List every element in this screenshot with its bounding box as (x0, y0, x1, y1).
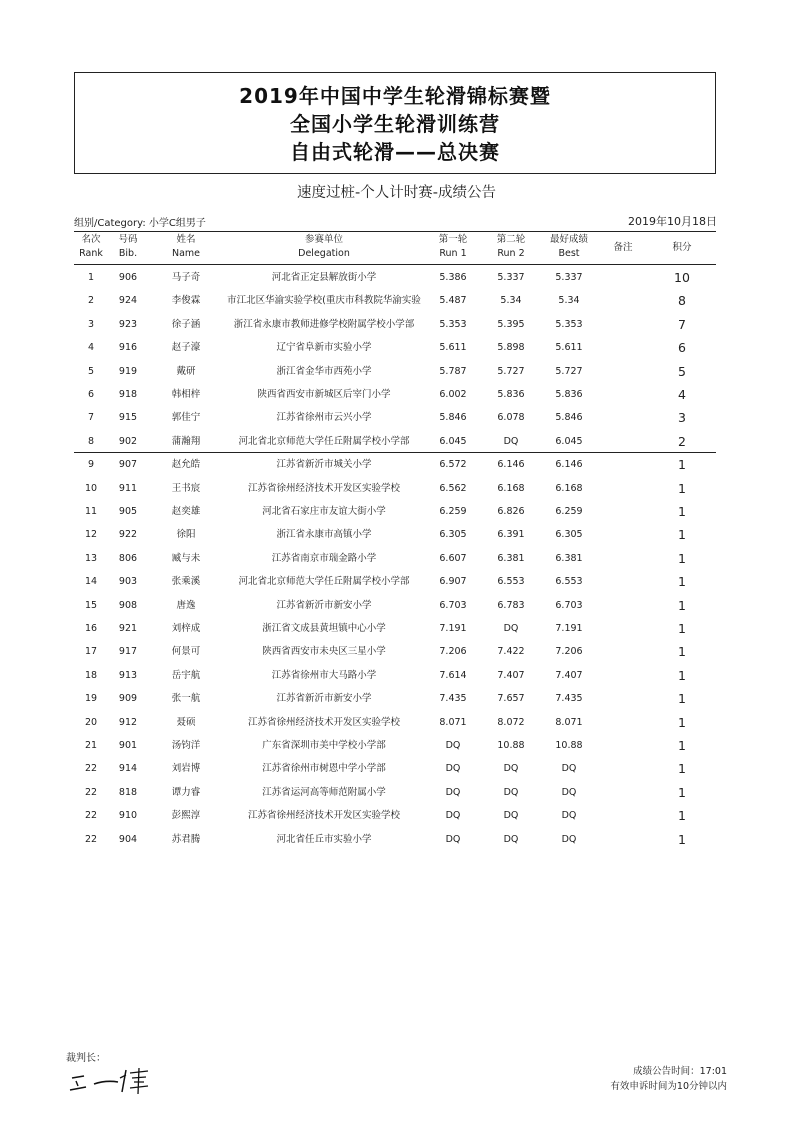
cell-rank: 2 (87, 295, 95, 307)
cell-run2: 5.836 (497, 389, 525, 400)
cell-name: 何景可 (171, 646, 201, 658)
table-row (74, 289, 716, 312)
table-row (74, 570, 716, 593)
cell-run2: 5.395 (497, 318, 525, 330)
title-line-3: 自由式轮滑——总决赛 (290, 140, 500, 164)
cell-name: 赵奕雄 (171, 506, 201, 517)
cell-delegation: 江苏省徐州经济技术开发区实验学校 (247, 716, 400, 728)
cell-points: 2 (678, 433, 686, 449)
cell-run2: 8.072 (497, 716, 525, 728)
cell-bib: 919 (118, 365, 138, 377)
cell-points: 4 (678, 387, 686, 402)
cell-run1: 7.435 (439, 693, 467, 705)
cell-points: 1 (678, 831, 686, 847)
cell-name: 王书宸 (171, 482, 201, 494)
cell-delegation: 河北省正定县解放街小学 (271, 272, 377, 283)
cell-delegation: 江苏省徐州市树恩中学小学部 (262, 763, 386, 775)
cell-name: 张一航 (171, 693, 201, 705)
cell-points: 1 (678, 714, 686, 730)
cell-run2: 5.34 (500, 295, 522, 307)
cell-best: 6.381 (555, 552, 583, 564)
cell-run1: 5.787 (439, 365, 467, 377)
cell-name: 蒲瀚翔 (171, 435, 201, 447)
cell-run2: DQ (503, 833, 519, 845)
cell-name: 韩相梓 (171, 389, 201, 400)
table-row (74, 430, 716, 453)
cell-delegation: 陕西省西安市未央区三星小学 (262, 646, 386, 658)
cell-delegation: 江苏省徐州市大马路小学 (271, 669, 377, 681)
header-top-rule (74, 231, 716, 232)
cell-rank: 16 (84, 623, 98, 634)
cell-run2: 6.078 (497, 412, 525, 424)
cell-run1: DQ (445, 740, 461, 751)
cell-bib: 903 (118, 576, 138, 588)
cell-rank: 22 (84, 810, 98, 822)
cell-run1: 6.907 (439, 576, 467, 588)
cell-bib: 911 (118, 482, 138, 494)
cell-bib: 924 (118, 295, 138, 307)
cell-delegation: 江苏省徐州经济技术开发区实验学校 (247, 482, 400, 494)
table-row (74, 734, 716, 757)
cell-best: 6.146 (555, 459, 583, 471)
cell-run1: 6.703 (439, 599, 467, 611)
cell-best: 7.435 (555, 693, 583, 705)
cell-delegation: 河北省任丘市实验小学 (276, 833, 372, 845)
cell-run1: 8.071 (439, 716, 467, 728)
cell-bib: 905 (118, 506, 138, 517)
cell-best: 5.611 (555, 342, 583, 354)
cell-bib: 922 (118, 529, 138, 541)
table-row (74, 781, 716, 804)
table-row (74, 477, 716, 500)
cell-name: 聂硕 (176, 716, 196, 728)
table-header (74, 233, 716, 263)
cell-rank: 14 (84, 576, 98, 588)
cell-run1: 6.562 (439, 482, 467, 494)
cell-name: 马子奇 (171, 272, 201, 283)
table-row (74, 500, 716, 523)
cell-best: DQ (561, 763, 577, 775)
cell-best: 7.191 (555, 623, 583, 634)
cell-points: 1 (678, 667, 686, 683)
cell-points: 1 (678, 527, 686, 543)
cell-best: 7.206 (555, 646, 583, 658)
cell-bib: 921 (118, 623, 138, 634)
table-row (74, 523, 716, 546)
cell-best: 6.305 (555, 529, 583, 541)
cell-best: 7.407 (555, 669, 583, 681)
cell-best: 6.168 (555, 482, 583, 494)
header-bib: 号码 Bib. (118, 234, 138, 259)
table-row (74, 547, 716, 570)
cell-run1: DQ (445, 810, 461, 822)
cell-run1: 6.607 (439, 552, 467, 564)
cell-run2: 6.391 (497, 529, 525, 541)
cell-points: 1 (678, 457, 686, 473)
cell-best: 5.836 (555, 389, 583, 400)
header-best: 最好成绩 Best (549, 234, 588, 259)
cell-delegation: 浙江省金华市西苑小学 (276, 365, 372, 377)
cell-bib: 818 (118, 786, 138, 798)
cell-name: 李俊霖 (171, 295, 201, 307)
cell-run1: 7.191 (439, 623, 467, 634)
cell-run1: DQ (445, 833, 461, 845)
cell-points: 1 (678, 691, 686, 707)
cell-run2: 6.168 (497, 482, 525, 494)
cell-run1: 5.353 (439, 318, 467, 330)
table-row (74, 594, 716, 617)
cell-name: 岳宇航 (171, 669, 201, 681)
cell-run2: DQ (503, 623, 519, 634)
cell-bib: 908 (118, 599, 138, 611)
cell-bib: 902 (118, 435, 138, 447)
cell-rank: 3 (87, 318, 95, 330)
cell-bib: 915 (118, 412, 138, 424)
cell-run1: 5.386 (439, 272, 467, 283)
cell-run1: 5.846 (439, 412, 467, 424)
cell-bib: 913 (118, 669, 138, 681)
title-line-1: 2019年中国中学生轮滑锦标赛暨 (239, 84, 551, 108)
table-row (74, 406, 716, 429)
cell-run2: DQ (503, 810, 519, 822)
table-row (74, 828, 716, 851)
cell-name: 徐子涵 (171, 318, 201, 330)
cell-points: 5 (678, 363, 686, 379)
cell-run2: 6.553 (497, 576, 525, 588)
cell-run1: 5.611 (439, 342, 467, 354)
cell-rank: 10 (84, 482, 98, 494)
cell-best: DQ (561, 786, 577, 798)
cell-name: 赵允皓 (171, 459, 201, 471)
cell-name: 苏君腾 (171, 833, 201, 845)
cell-bib: 916 (118, 342, 138, 354)
table-row (74, 453, 716, 476)
cell-bib: 906 (118, 272, 138, 283)
cell-points: 6 (678, 340, 686, 356)
cell-rank: 7 (87, 412, 95, 424)
cell-run2: DQ (503, 763, 519, 775)
cell-bib: 912 (118, 716, 138, 728)
cell-rank: 4 (87, 342, 95, 354)
cell-name: 唐逸 (176, 599, 196, 611)
cell-delegation: 陕西省西安市新城区后宰门小学 (257, 389, 391, 400)
cell-bib: 917 (118, 646, 138, 658)
cell-name: 郭佳宁 (171, 412, 201, 424)
cell-rank: 18 (84, 669, 98, 681)
cell-run2: DQ (503, 786, 519, 798)
cell-run2: 6.826 (497, 506, 525, 517)
cell-run1: DQ (445, 763, 461, 775)
cell-bib: 901 (118, 740, 138, 751)
cell-rank: 22 (84, 786, 98, 798)
cell-points: 1 (678, 761, 686, 777)
header-run1: 第一轮 Run 1 (438, 234, 468, 259)
header-delegation: 参赛单位 Delegation (298, 234, 350, 259)
cell-run2: 6.783 (497, 599, 525, 611)
cell-best: 5.34 (558, 295, 580, 307)
results-subtitle: 速度过桩-个人计时赛-成绩公告 (297, 185, 496, 201)
cell-bib: 907 (118, 459, 138, 471)
cell-rank: 9 (87, 459, 95, 471)
cell-run2: DQ (503, 435, 519, 447)
category-label: 组别/Category: 小学C组男子 (74, 218, 206, 229)
header-rank: 名次 Rank (79, 234, 103, 259)
table-row (74, 360, 716, 383)
cell-points: 1 (678, 808, 686, 824)
cell-rank: 6 (87, 389, 95, 400)
cell-rank: 21 (84, 740, 98, 751)
cell-rank: 19 (84, 693, 98, 705)
cell-best: 6.703 (555, 599, 583, 611)
cell-run1: 6.045 (439, 435, 467, 447)
cell-run2: 7.657 (497, 693, 525, 705)
cell-bib: 904 (118, 833, 138, 845)
cell-best: 10.88 (555, 740, 583, 751)
cell-run2: 10.88 (497, 740, 525, 751)
cell-delegation: 浙江省永康市高镇小学 (276, 529, 372, 541)
header-points: 积分 (672, 242, 692, 253)
table-row (74, 266, 716, 289)
cell-name: 刘岩博 (171, 763, 201, 775)
title-box (74, 72, 716, 174)
cell-name: 徐阳 (176, 529, 196, 541)
cell-best: DQ (561, 833, 577, 845)
cell-name: 谭力睿 (171, 786, 201, 798)
header-run2: 第二轮 Run 2 (496, 234, 526, 259)
cell-best: 5.337 (555, 272, 583, 283)
cell-run1: DQ (445, 786, 461, 798)
cell-rank: 11 (84, 506, 98, 517)
table-row (74, 711, 716, 734)
table-row (74, 383, 716, 406)
cell-bib: 918 (118, 389, 138, 400)
cell-points: 1 (678, 644, 686, 660)
cell-run2: 5.898 (497, 342, 525, 354)
table-row (74, 617, 716, 640)
cell-points: 1 (678, 621, 686, 636)
cell-best: 6.553 (555, 576, 583, 588)
title-line-2: 全国小学生轮滑训练营 (290, 112, 500, 136)
cell-delegation: 江苏省徐州经济技术开发区实验学校 (247, 810, 400, 822)
cell-run1: 6.259 (439, 506, 467, 517)
cell-run1: 6.572 (439, 459, 467, 471)
cell-delegation: 河北省石家庄市友谊大街小学 (262, 506, 386, 517)
cell-bib: 910 (118, 810, 138, 822)
referee-signature (66, 1064, 152, 1096)
cell-delegation: 浙江省永康市教师进修学校附属学校小学部 (233, 318, 415, 330)
cell-delegation: 河北省北京师范大学任丘附属学校小学部 (238, 576, 410, 588)
cell-rank: 22 (84, 833, 98, 845)
top-eight-divider (74, 452, 716, 453)
cell-rank: 20 (84, 716, 98, 728)
cell-points: 3 (678, 410, 686, 426)
cell-name: 张乘溪 (171, 576, 201, 588)
cell-best: 6.045 (555, 435, 583, 447)
cell-run1: 7.614 (439, 669, 467, 681)
cell-points: 1 (678, 550, 686, 566)
cell-run2: 6.381 (497, 552, 525, 564)
cell-name: 戴研 (176, 365, 196, 377)
cell-rank: 22 (84, 763, 98, 775)
cell-name: 赵子濠 (171, 342, 201, 354)
cell-best: 5.353 (555, 318, 583, 330)
cell-delegation: 辽宁省阜新市实验小学 (276, 342, 372, 354)
cell-rank: 12 (84, 529, 98, 541)
table-row (74, 640, 716, 663)
cell-delegation: 浙江省文成县黄坦镇中心小学 (262, 623, 386, 634)
cell-run2: 5.337 (497, 272, 525, 283)
cell-run1: 5.487 (439, 295, 467, 307)
table-row (74, 313, 716, 336)
cell-points: 8 (678, 293, 686, 309)
cell-name: 汤钧洋 (171, 740, 201, 751)
table-row (74, 664, 716, 687)
cell-bib: 806 (118, 552, 138, 564)
cell-delegation: 江苏省运河高等师范附属小学 (262, 786, 386, 798)
cell-points: 10 (674, 270, 690, 285)
cell-points: 1 (678, 738, 686, 753)
cell-name: 刘梓成 (171, 623, 201, 634)
cell-run2: 6.146 (497, 459, 525, 471)
cell-delegation: 广东省深圳市美中学校小学部 (262, 740, 386, 751)
cell-delegation: 江苏省徐州市云兴小学 (276, 412, 372, 424)
cell-best: DQ (561, 810, 577, 822)
cell-rank: 15 (84, 599, 98, 611)
header-bottom-rule (74, 264, 716, 265)
cell-points: 1 (678, 597, 686, 613)
cell-run2: 5.727 (497, 365, 525, 377)
cell-rank: 1 (87, 272, 95, 283)
cell-best: 5.846 (555, 412, 583, 424)
cell-run2: 7.422 (497, 646, 525, 658)
cell-delegation: 江苏省新沂市城关小学 (276, 459, 372, 471)
cell-name: 彭熙淳 (171, 810, 201, 822)
cell-rank: 8 (87, 435, 95, 447)
cell-bib: 923 (118, 318, 138, 330)
referee-label: 裁判长： (66, 1053, 106, 1064)
cell-best: 5.727 (555, 365, 583, 377)
cell-run1: 7.206 (439, 646, 467, 658)
cell-delegation: 江苏省新沂市新安小学 (276, 693, 372, 705)
cell-run1: 6.305 (439, 529, 467, 541)
date-label: 2019年10月18日 (628, 215, 717, 228)
table-row (74, 804, 716, 827)
cell-delegation: 江苏省新沂市新安小学 (276, 599, 372, 611)
cell-points: 7 (678, 316, 686, 332)
cell-bib: 909 (118, 693, 138, 705)
publish-time: 成绩公告时间：17:01 (633, 1066, 727, 1077)
appeal-note: 有效申诉时间为10分钟以内 (610, 1081, 727, 1092)
cell-delegation: 江苏省南京市瑞金路小学 (271, 552, 377, 564)
cell-run2: 7.407 (497, 669, 525, 681)
cell-points: 1 (678, 480, 686, 496)
cell-delegation: 市江北区华渝实验学校(重庆市科教院华渝实验 (227, 295, 421, 307)
table-row (74, 336, 716, 359)
cell-best: 8.071 (555, 716, 583, 728)
cell-rank: 5 (87, 365, 95, 377)
table-row (74, 687, 716, 710)
cell-rank: 17 (84, 646, 98, 658)
cell-run1: 6.002 (439, 389, 467, 400)
cell-points: 1 (678, 784, 686, 800)
header-remark: 备注 (613, 242, 633, 253)
cell-name: 臧与未 (171, 552, 201, 564)
header-name: 姓名 Name (171, 234, 201, 259)
cell-points: 1 (678, 574, 686, 590)
cell-delegation: 河北省北京师范大学任丘附属学校小学部 (238, 435, 410, 447)
cell-rank: 13 (84, 552, 98, 564)
cell-bib: 914 (118, 763, 138, 775)
cell-best: 6.259 (555, 506, 583, 517)
cell-points: 1 (678, 504, 686, 519)
table-row (74, 757, 716, 780)
